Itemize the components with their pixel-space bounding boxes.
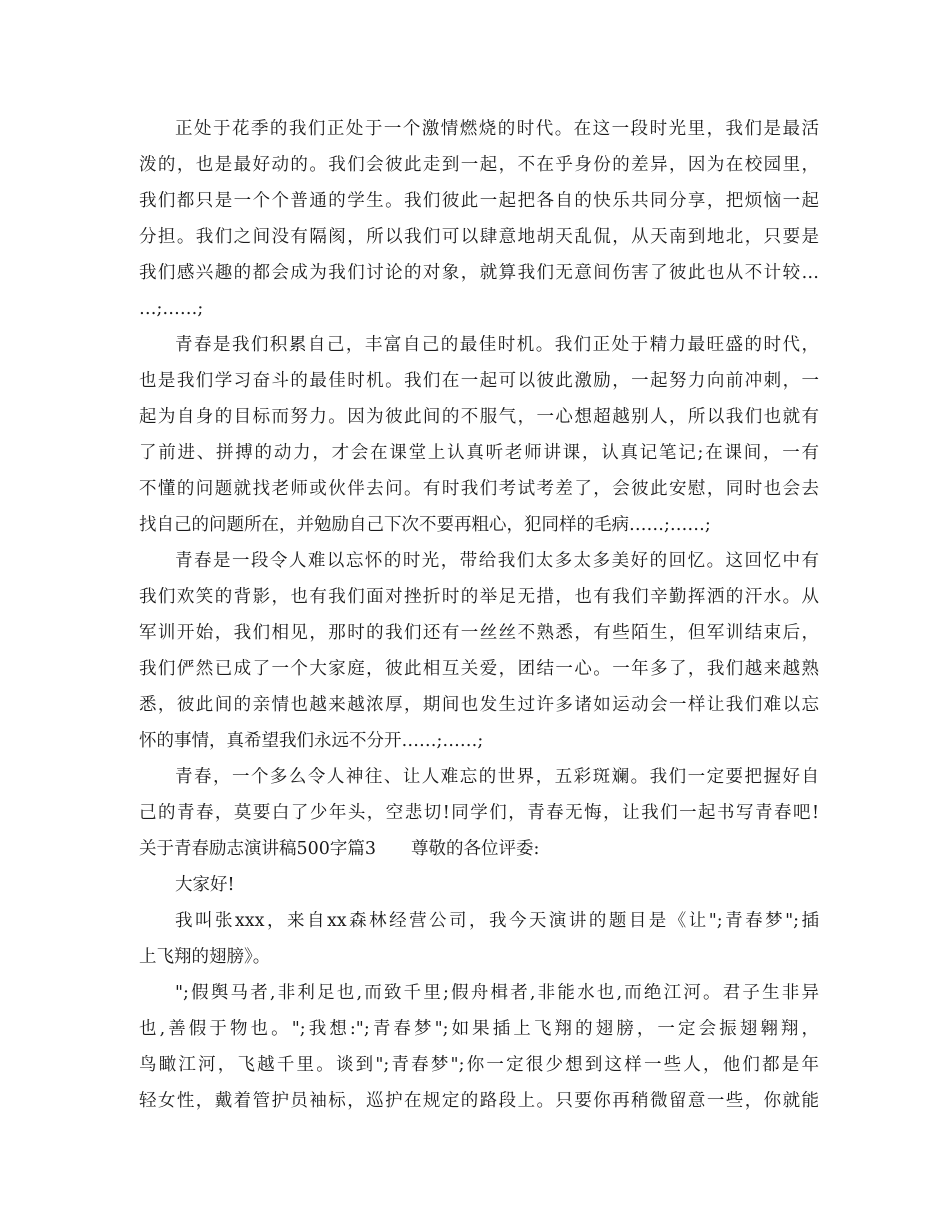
greeting-line: 大家好! [175, 875, 235, 895]
section-heading: 关于青春励志演讲稿500字篇3 尊敬的各位评委: [139, 839, 540, 859]
text-line: 己的青春，莫要白了少年头，空悲切!同学们，青春无悔，让我们一起书写青春吧! [139, 803, 819, 823]
text-line: 泼的，也是最好动的。我们会彼此走到一起，不在乎身份的差异，因为在校园里， [139, 155, 819, 175]
text-line: ";假舆马者,非利足也,而致千里;假舟楫者,非能水也,而绝江河。君子生非异 [175, 983, 819, 1003]
text-line: 我们俨然已成了一个大家庭，彼此相互关爱，团结一心。一年多了，我们越来越熟 [139, 659, 819, 679]
text-line: 军训开始，我们相见，那时的我们还有一丝丝不熟悉，有些陌生，但军训结束后， [139, 623, 819, 643]
text-line: 轻女性，戴着管护员袖标，巡护在规定的路段上。只要你再稍微留意一些，你就能 [139, 1091, 819, 1111]
text-line: 我们感兴趣的都会成为我们讨论的对象，就算我们无意间伤害了彼此也从不计较… [139, 263, 819, 283]
text-line: 正处于花季的我们正处于一个激情燃烧的时代。在这一段时光里，我们是最活 [175, 119, 819, 139]
text-line: 起为自身的目标而努力。因为彼此间的不服气，一心想超越别人，所以我们也就有 [139, 407, 819, 427]
text-line: 找自己的问题所在，并勉励自己下次不要再粗心，犯同样的毛病……;……; [139, 515, 711, 535]
text-line: 我叫张xxx，来自xx森林经营公司，我今天演讲的题目是《让";青春梦";插 [175, 911, 819, 931]
text-line: 青春是一段令人难以忘怀的时光，带给我们太多太多美好的回忆。这回忆中有 [175, 551, 819, 571]
text-line: 青春是我们积累自己，丰富自己的最佳时机。我们正处于精力最旺盛的时代， [175, 335, 819, 355]
text-line: …;……; [139, 299, 204, 319]
text-line: 我们都只是一个个普通的学生。我们彼此一起把各自的快乐共同分享，把烦恼一起 [139, 191, 819, 211]
text-line: 鸟瞰江河，飞越千里。谈到";青春梦";你一定很少想到这样一些人，他们都是年 [139, 1055, 819, 1075]
text-line: 悉，彼此间的亲情也越来越浓厚，期间也发生过许多诸如运动会一样让我们难以忘 [139, 695, 819, 715]
text-line: 了前进、拼搏的动力，才会在课堂上认真听老师讲课，认真记笔记;在课间，一有 [139, 443, 819, 463]
text-line: 上飞翔的翅膀》。 [139, 947, 271, 967]
text-line: 也,善假于物也。";我想:";青春梦";如果插上飞翔的翅膀，一定会振翅翱翔， [139, 1019, 819, 1039]
text-line: 分担。我们之间没有隔阂，所以我们可以肆意地胡天乱侃，从天南到地北，只要是 [139, 227, 819, 247]
text-line: 青春，一个多么令人神往、让人难忘的世界，五彩斑斓。我们一定要把握好自 [175, 767, 819, 787]
text-line: 怀的事情，真希望我们永远不分开……;……; [139, 731, 484, 751]
text-line: 我们欢笑的背影，也有我们面对挫折时的举足无措，也有我们辛勤挥洒的汗水。从 [139, 587, 819, 607]
text-line: 不懂的问题就找老师或伙伴去问。有时我们考试考差了，会彼此安慰，同时也会去 [139, 479, 819, 499]
text-line: 也是我们学习奋斗的最佳时机。我们在一起可以彼此激励，一起努力向前冲刺，一 [139, 371, 819, 391]
